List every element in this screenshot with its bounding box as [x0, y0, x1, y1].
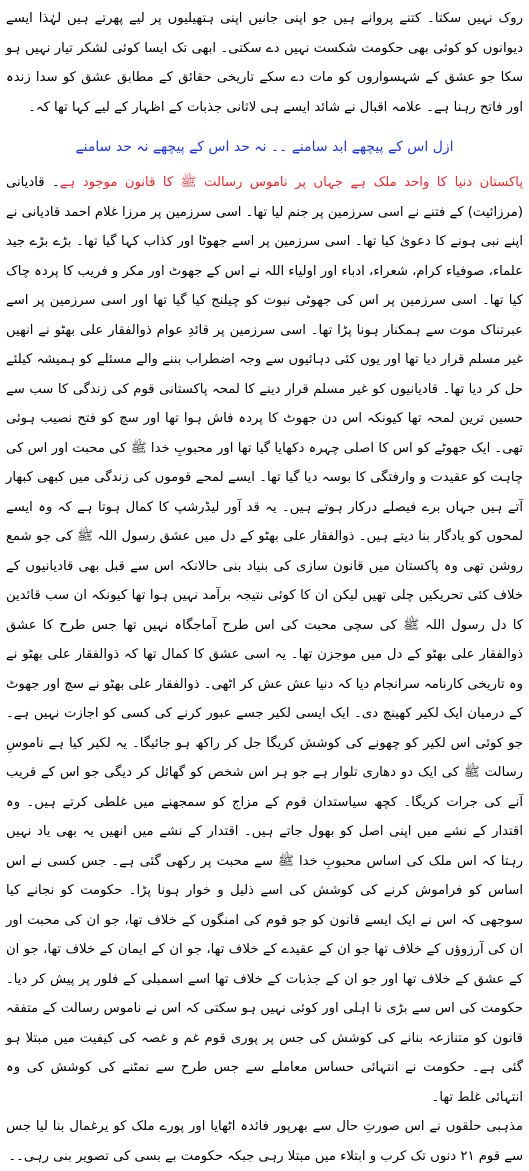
poetry-verse: ازل اس کے پیچھے ابد سامنے ۔۔ نہ حد اس کے پیچھے نہ حد سامنے [75, 139, 454, 155]
highlighted-statement: پاکستان دنیا کا واحد ملک ہے جہاں پر ناموس رسالت ﷺ کا قانون موجود ہے [59, 175, 523, 190]
article-paragraph-2 [6, 168, 523, 1112]
article-paragraph-1: روک نہیں سکتا۔ کتنے پروانے ہیں جو اپنی جانیں اپنی ہتھیلیوں پر لیے پھرتے ہیں لہٰذا ایسے دیوانوں کو کوئی بھی حکومت شکست نہیں دے سکتی۔ ابھی تک ایسا کوئی لشکر تیار نہیں ہو سکا جو عشق کے شہسواروں کو مات دے سکے تاریخی حقائق کے مطابق عشق کو سدا زندہ اور فاتح رہنا ہے۔ علامہ اقبال نے شائد ایسے ہی لاثانی جذبات کے اظہار کے لیے کہا تھا کہ۔ [6, 11, 523, 115]
article-paragraph-3: مذہبی حلقوں نے اس صورتِ حال سے بھرپور فائدہ اٹھایا اور پورے ملک کو یرغمال بنا لیا جس سے قوم ۲۱ دنوں تک کرب و ابتلاء میں مبتلا رہی جبکہ حکومت بے بسی کی تصویر بنی رہی۔۔ [6, 1119, 523, 1164]
article-paragraph-2-body: ۔ قادیانی (مرزائیت) کے فتنے نے اسی سرزمین پر جنم لیا تھا۔ اسی سرزمین پر مرزا غلام احمد قادیانی نے اپنے نبی ہونے کا دعویٰ کیا تھا۔ اسی سرزمین پر اسے جھوٹا اور کذاب کہا گیا تھا۔ بڑے بڑے جید علماء، صوفیاء کرام، شعراء، ادباء اور اولیاء اللہ نے اس کے جھوٹ اور مکر و فریب کا پردہ چاک کیا تھا۔ اسی سرزمین پر اس کی جھوٹی نبوت کو چیلنج کیا گیا تھا اور اسی سرزمین پر اسے عبرتناک موت سے ہمکنار ہونا پڑا تھا۔ اسی سرزمین پر قائدِ عوام ذوالفقار علی بھٹو نے انھیں غیر مسلم قرار دیا تھا اور یوں کئی دہائیوں سے وجہ اضطراب بننے والے مسئلے کو ہمیشہ کیلئے حل کر دیا تھا۔ قادیانیوں کو غیر مسلم قرار دینے کا لمحہ پاکستانی قوم کی زندگی کا سب سے حسین ترین لمحہ تھا کیونکہ اس دن جھوٹ کا پردہ فاش ہوا تھا اور سچ کو فتح نصیب ہوئی تھی۔ ایک جھوٹے کو اس کا اصلی چہرہ دکھایا گیا تھا اور محبوبِ خدا ﷺ کی محبت اور اس کی چاہت کو عقیدت و وارفتگی کا بوسہ دیا گیا تھا۔ ایسے لمحے قوموں کی زندگی میں کبھی کبھار آتے ہیں جہاں برے فیصلے درکار ہوتے ہیں۔ یہ قد آور لیڈرشپ کا کمال ہوتا ہے کہ وہ ایسے لمحوں کو یادگار بنا دیتے ہیں۔ ذوالفقار علی بھٹو کے دل میں عشق رسول اللہ ﷺ کی جو شمع روشن تھی وہ پاکستان میں قانون سازی کی بنیاد بنی حالانکہ اس سے قبل بھی قادیانیوں کے خلاف کئی تحریکیں چلی تھیں لیکن ان کا کوئی نتیجہ برآمد نہیں ہوا تھا کیونکہ ان سب قائدین کا دل رسول اللہ ﷺ کی سچی محبت کی اس طرح آماجگاہ نہیں تھا جس طرح کا عشق ذوالفقار علی بھٹو کے دل میں موجزن تھا۔ یہ اسی عشق کا کمال تھا کہ ذوالفقار علی بھٹو نے وہ تاریخی کارنامہ سرانجام دیا کہ دنیا عش عش کر اٹھی۔ ذوالفقار علی بھٹو نے سچ اور جھوٹ کے درمیان ایک لکیر کھینچ دی۔ ایک ایسی لکیر جسے عبور کرنے کی کسی کو اجازت نہیں ہے۔ جو کوئی اس لکیر کو چھونے کی کوشش کریگا جل کر راکھ ہو جائیگا۔ یہ لکیر کیا ہے ناموسِ رسالت ﷺ کی ایک دو دھاری تلوار ہے جو ہر اس شخص کو گھائل کر دیگی جو اس کے قریب آنے کی جرات کریگا۔ کچھ سیاستدان قوم کے مزاج کو سمجھنے میں غلطی کرتے ہیں۔ وہ اقتدار کے نشے میں اپنی اصل کو بھول جاتے ہیں۔ اقتدار کے نشے میں انھیں یہ بھی یاد نہیں رہتا کہ اس ملک کی اساس محبوبِ خدا ﷺ سے محبت پر رکھی گئی ہے۔ جس کسی نے اس اساس کو فراموش کرنے کی کوشش کی اسے ذلیل و خوار ہونا پڑا۔ حکومت کو نجانے کیا سوجھی کہ اس نے ایک ایسے قانون کو جو قوم کی امنگوں کے خلاف تھا، جو ان کی محبت اور ان کی آرزوؤں کے خلاف تھا جو ان کے عقیدے کے خلاف تھا، جو ان کے ایمان کے خلاف تھا، جو ان کے عشق کے خلاف تھا اور جو ان کے جذبات کے خلاف تھا اسے اسمبلی کے فلور پر پیش کر دیا۔ حکومت کی اس سے بڑی نا اہلی اور کوئی نہیں ہو سکتی کہ اس نے ناموس رسالت کے متفقہ قانون کو متنازعہ بنانے کی کوشش کی جس پر پوری قوم غم و غصہ کی کیفیت میں مبتلا ہو گئی ہے۔ حکومت نے انتہائی حساس معاملے سے جس طرح سے نمٹنے کی کوشش کی وہ انتہائی غلط تھا۔ [6, 175, 523, 1105]
